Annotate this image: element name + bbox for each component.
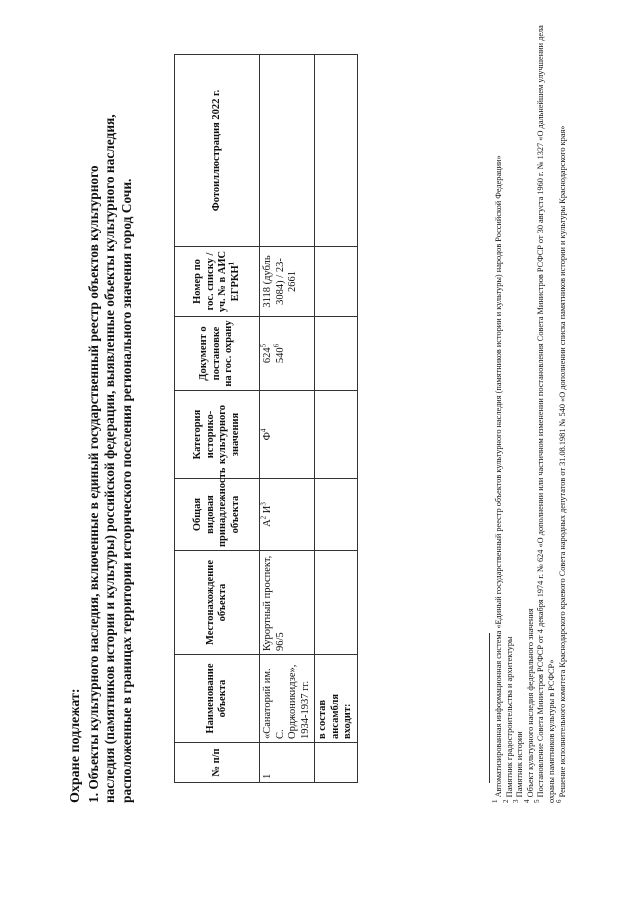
- footnote-number: 5: [533, 799, 542, 803]
- heading-title: Охране подлежат:: [68, 688, 83, 803]
- heritage-objects-table: [174, 54, 358, 783]
- cell-name: «Санаторий им. С. Орджоникидзе», 1934-1937 гг.: [260, 655, 315, 743]
- footnote: [533, 23, 557, 803]
- footnote-number: 2: [501, 799, 510, 803]
- cell-category: [260, 391, 315, 479]
- header-type: Общая видовая принадлежность объекта: [175, 479, 260, 551]
- header-photo: Фотоиллюстрация 2022 г.: [175, 55, 260, 247]
- footnotes: [491, 23, 568, 803]
- table-header-row: [175, 55, 260, 783]
- heading-line-2: наследия (памятников истории и культуры) российской федерации, выявленные объекты культурного наследия,: [102, 114, 118, 803]
- type-code-1: А: [262, 519, 273, 527]
- type-code-1-footnote-ref: 2: [259, 515, 268, 520]
- header-number: [175, 247, 260, 317]
- footnote-text: Решение исполнительного комитета Краснодарского краевого Совета народных депутатов от 31.08.1981 № 540 «О дополнении списка памятников истории и культуры Краснодарского края»: [557, 125, 567, 798]
- footnote-text: Памятник истории: [515, 731, 525, 798]
- subrow-number: [315, 247, 358, 317]
- header-number-footnote-ref: 1: [227, 261, 235, 266]
- document-ref-1: 624: [262, 347, 273, 364]
- cell-photo: [260, 55, 315, 247]
- footnote: [523, 23, 537, 803]
- document-heading: [68, 23, 135, 803]
- footnote-text: Автоматизированная информационная система «Единый государственный реестр объектов культурного наследия (памятников истории и культуры) народов Российской Федерации»: [494, 155, 503, 798]
- footnote: [512, 23, 526, 803]
- cell-document: [260, 317, 315, 391]
- subrow-category: [315, 391, 358, 479]
- footnote: [501, 23, 516, 803]
- footnote-number: 6: [554, 799, 563, 803]
- footnote-text: Постановление Совета Министров РСФСР от 4 декабря 1974 г. № 624 «О дополнении или частичном изменении постановления Совета Министров РСФСР от 30 августа 1960 г. № 1327 «О дальнейшем улучшении дела охраны памятников культуры в РСФСР»: [536, 25, 556, 803]
- cell-type: [260, 479, 315, 551]
- document-ref-1-footnote-ref: 5: [259, 343, 268, 348]
- type-code-2: И: [262, 505, 273, 514]
- footnote-separator: [489, 633, 490, 783]
- cell-number: 3118 (дубль 3084) / 23-2661: [260, 247, 315, 317]
- header-num: № п/п: [175, 743, 260, 783]
- header-category: Категория историко-культурного значения: [175, 391, 260, 479]
- document-ref-2: 540: [274, 347, 286, 364]
- footnote: [554, 23, 569, 803]
- footnote: [491, 23, 505, 803]
- subrow-photo: [315, 55, 358, 247]
- footnote-text: Памятник градостроительства и архитектуры: [504, 636, 514, 798]
- cell-location: Курортный проспект, 96/5: [260, 551, 315, 655]
- subrow-label: в состав ансамбля входит:: [315, 655, 358, 743]
- heading-line-1: 1. Объекты культурного наследия, включенные в единый государственный реестр объектов культурного: [86, 165, 101, 803]
- document-ref-2-footnote-ref: 6: [272, 343, 280, 348]
- footnote-number: 4: [523, 799, 532, 803]
- header-location: Местонахождение объекта: [175, 551, 260, 655]
- cell-num: 1: [260, 743, 315, 783]
- subrow-document: [315, 317, 358, 391]
- footnote-number: 1: [491, 799, 500, 803]
- table-row: [260, 55, 315, 783]
- category-code: Ф: [262, 432, 273, 441]
- heading-line-3: расположенные в границах территории исторического поселения регионального значения город Сочи.: [118, 178, 134, 803]
- footnote-text: Объект культурного наследия федерального значения: [525, 608, 535, 798]
- header-name: Наименование объекта: [175, 655, 260, 743]
- table-subrow: [315, 55, 358, 783]
- subrow-num: [315, 743, 358, 783]
- header-number-label: Номер по гос. списку /уч. № в АИС ЕГРКН: [192, 250, 241, 313]
- subrow-type: [315, 479, 358, 551]
- footnote-number: 3: [512, 799, 521, 803]
- type-code-2-footnote-ref: 3: [259, 502, 268, 506]
- header-document: Документ о постановке на гос. охрану: [175, 317, 260, 391]
- category-footnote-ref: 4: [259, 428, 268, 433]
- subrow-location: [315, 551, 358, 655]
